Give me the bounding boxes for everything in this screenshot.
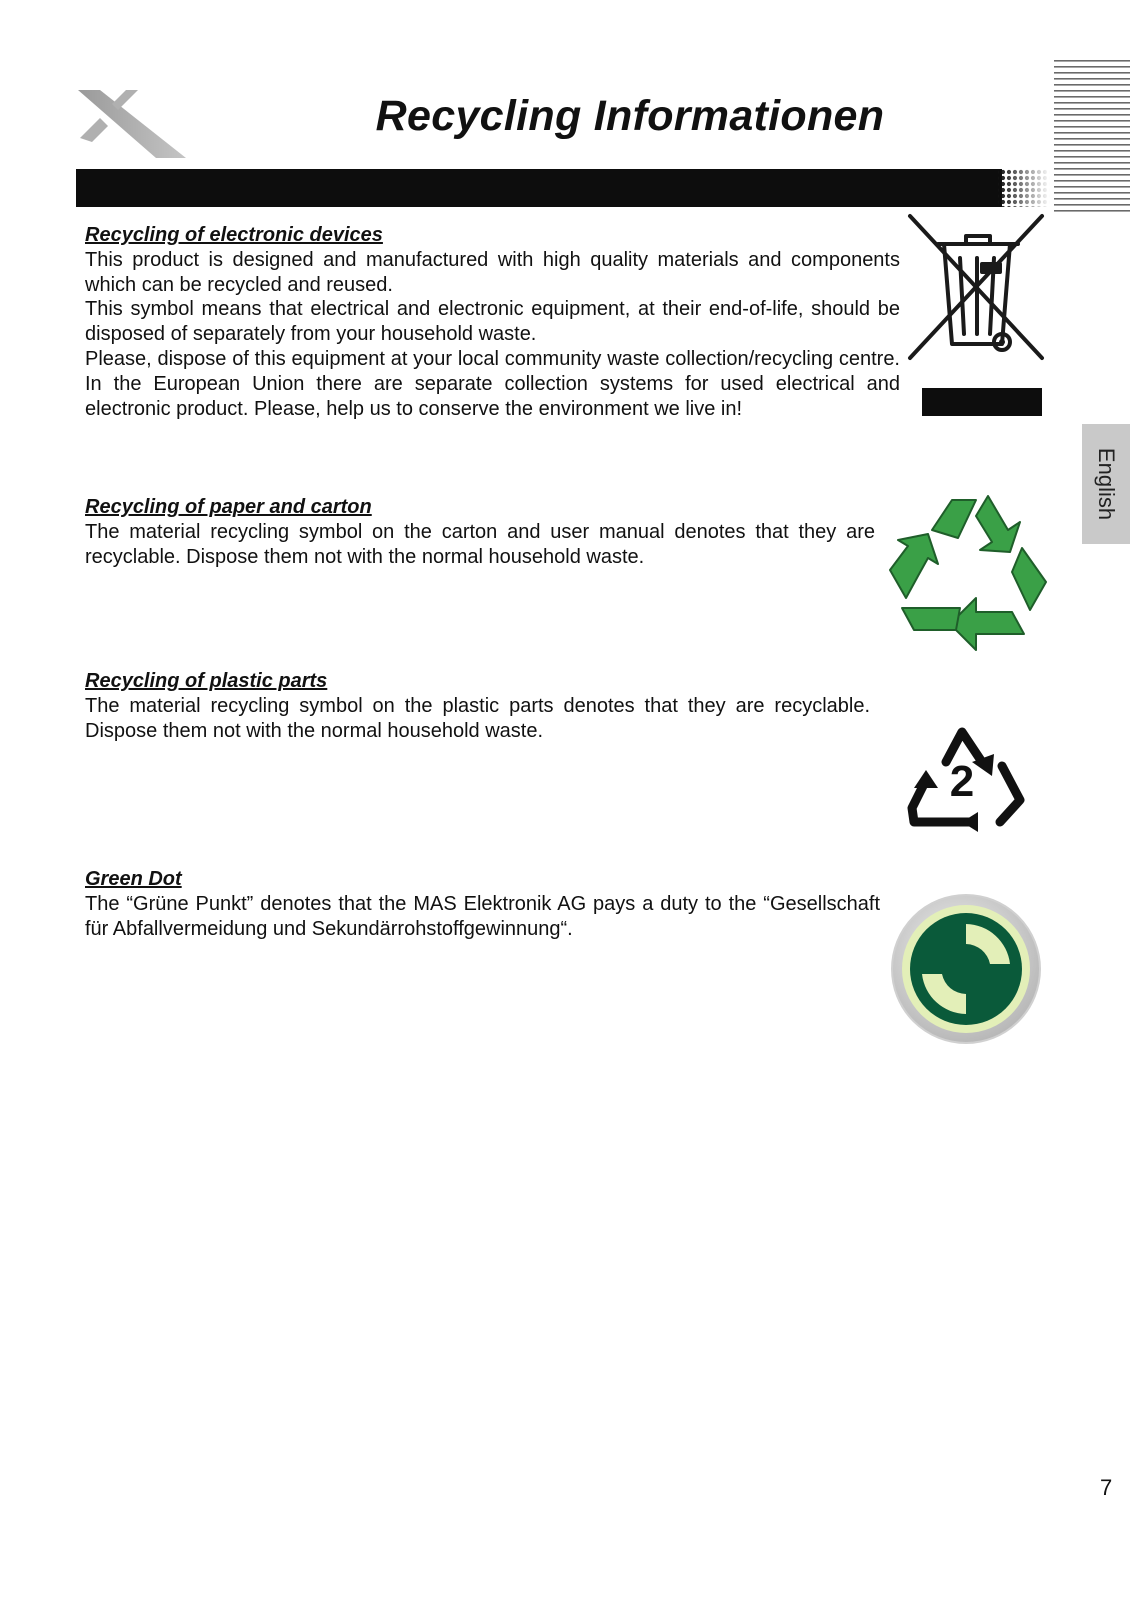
section-heading: Recycling of electronic devices <box>85 224 383 246</box>
decorative-stripes <box>1054 60 1130 216</box>
section-paragraph: The material recycling symbol on the plastic parts denotes that they are recyclable. Dispose them not with the normal household waste. <box>85 694 870 742</box>
section-paper-carton <box>85 495 875 569</box>
language-tab[interactable] <box>1082 424 1130 544</box>
x-logo-icon <box>74 84 190 162</box>
page-title: Recycling Informationen <box>375 92 885 140</box>
section-heading: Recycling of paper and carton <box>85 496 372 518</box>
section-electronic-devices <box>85 223 900 421</box>
language-tab-label: English <box>1094 447 1119 521</box>
crossed-out-wheelie-bin-icon <box>906 212 1048 420</box>
section-paragraph: This symbol means that electrical and electronic equipment, at their end-of-life, should be disposed of separately from your household waste. <box>85 298 900 346</box>
green-dot-icon <box>886 890 1046 1048</box>
section-paragraph: The “Grüne Punkt” denotes that the MAS Elektronik AG pays a duty to the “Gesellschaft für Abfallvermeidung und Sekundärrohstoffgewinnung“. <box>85 892 880 940</box>
plastic-recycling-code-icon <box>900 714 1030 836</box>
section-heading: Green Dot <box>85 868 182 890</box>
header-bar <box>76 169 1050 207</box>
section-green-dot <box>85 867 880 941</box>
section-paragraph: This product is designed and manufactured with high quality materials and components which can be recycled and reused. <box>85 248 900 296</box>
page-number: 7 <box>1100 1475 1113 1500</box>
section-paragraph: Please, dispose of this equipment at your local community waste collection/recycling centre. In the European Union there are separate collection systems for used electrical and electronic product. Please, help us to conserve the environment we live in! <box>85 347 900 420</box>
section-plastic-parts <box>85 669 870 743</box>
green-recycling-arrows-icon <box>884 490 1048 656</box>
section-paragraph: The material recycling symbol on the carton and user manual denotes that they are recyclable. Dispose them not with the normal household waste. <box>85 520 875 568</box>
plastic-code-label: 2 <box>949 757 975 806</box>
section-heading: Recycling of plastic parts <box>85 670 328 692</box>
